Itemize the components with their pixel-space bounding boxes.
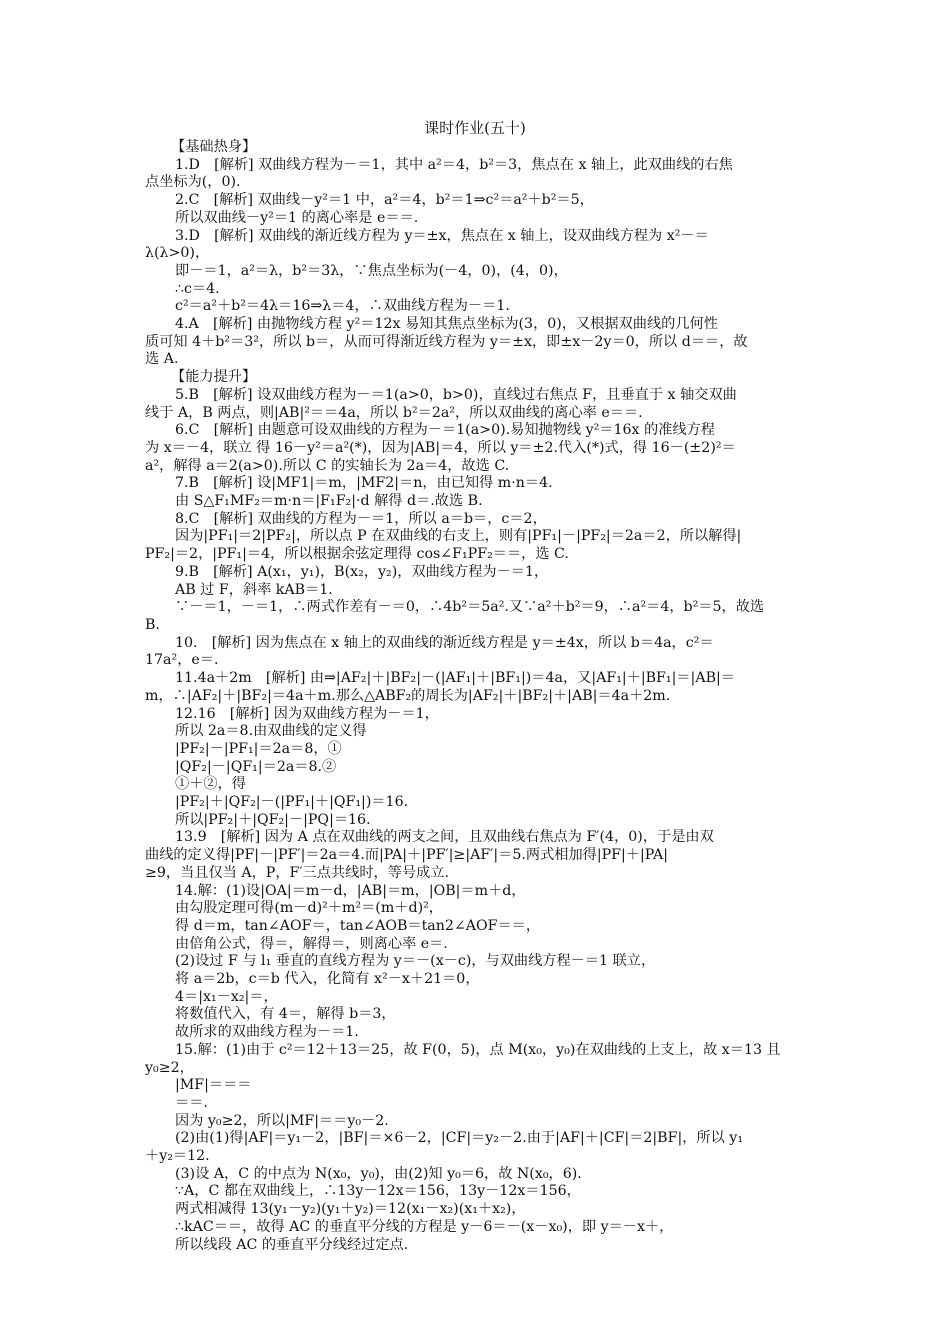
text-line: 所以线段 AC 的垂直平分线经过定点. (175, 1236, 409, 1253)
text-line: m，∴|AF₂|＋|BF₂|＝4a＋m.那么△ABF₂的周长为|AF₂|＋|BF₂|＋|AB|＝4a＋2m. (145, 687, 671, 704)
text-line: |MF|＝＝＝ (175, 1077, 252, 1094)
text-line: 所以 2a＝8.由双曲线的定义得 (175, 723, 367, 740)
text-line: (2)设过 F 与 l₁ 垂直的直线方程为 y＝－(x－c)，与双曲线方程－＝1 联立， (175, 953, 656, 970)
text-line: 12.16 [解析] 因为双曲线方程为－＝1， (175, 705, 439, 722)
text-line: (3)设 A，C 的中点为 N(x₀，y₀)，由(2)知 y₀＝6，故 N(x₀，6). (175, 1165, 582, 1182)
text-line: c²＝a²＋b²＝4λ＝16⇒λ＝4，∴双曲线方程为－＝1. (175, 298, 510, 315)
text-line: 因为|PF₁|＝2|PF₂|，所以点 P 在双曲线的右支上，则有|PF₁|－|PF₂|＝2a＝2，所以解得| (175, 528, 742, 545)
text-line: 将数值代入，有 4＝，解得 b＝3， (175, 1006, 396, 1023)
text-line: 将 a＝2b，c＝b 代入，化简有 x²－x＋21＝0， (175, 971, 480, 988)
text-line: |QF₂|－|QF₁|＝2a＝8.② (175, 758, 337, 775)
text-line: y₀≥2， (145, 1059, 194, 1076)
text-line: 【基础热身】 (171, 139, 257, 155)
text-line: λ(λ>0)， (145, 245, 210, 262)
text-line: 即－＝1，a²＝λ，b²＝3λ，∵焦点坐标为(－4，0)，(4，0)， (175, 262, 568, 279)
text-line: 9.B [解析] A(x₁，y₁)，B(x₂，y₂)，双曲线方程为－＝1， (175, 563, 549, 580)
text-line: B. (145, 616, 160, 633)
text-line: |PF₂|－|PF₁|＝2a＝8，① (175, 740, 342, 757)
text-line: ∴c＝4. (175, 280, 220, 297)
text-line: 由 S△F₁MF₂＝m·n＝|F₁F₂|·d 解得 d＝.故选 B. (175, 493, 483, 510)
text-line: 因为 y₀≥2，所以|MF|＝＝y₀－2. (175, 1112, 389, 1129)
text-line: AB 过 F，斜率 kAB＝1. (175, 581, 333, 598)
text-line: 1.D [解析] 双曲线方程为－＝1，其中 a²＝4，b²＝3，焦点在 x 轴上，此双曲线的右焦 (175, 156, 733, 173)
text-line: 2.C [解析] 双曲线－y²＝1 中，a²＝4，b²＝1⇒c²＝a²＋b²＝5， (175, 192, 594, 209)
text-line: 由倍角公式，得＝，解得＝，则离心率 e＝. (175, 935, 448, 952)
text-line: 为 x＝－4，联立 得 16－y²＝a²(*)，因为|AB|＝4，所以 y＝±2.代入(*)式，得 16－(±2)²＝ (145, 439, 736, 456)
text-line: 8.C [解析] 双曲线的方程为－＝1，所以 a＝b＝，c＝2， (175, 510, 547, 527)
text-line: ＋y₂＝12. (145, 1148, 210, 1165)
text-line: 11.4a＋2m [解析] 由⇒|AF₂|＋|BF₂|－(|AF₁|＋|BF₁|)＝4a，又|AF₁|＋|BF₁|＝|AB|＝ (175, 670, 735, 687)
text-line: 点坐标为(，0). (145, 174, 241, 191)
text-line: 7.B [解析] 设|MF1|＝m，|MF2|＝n，由已知得 m·n＝4. (175, 475, 553, 492)
text-line: |PF₂|＋|QF₂|－(|PF₁|＋|QF₁|)＝16. (175, 794, 409, 811)
text-line: ∴kAC＝＝，故得 AC 的垂直平分线的方程是 y－6＝－(x－x₀)，即 y＝－x＋， (175, 1218, 674, 1235)
text-line: ∵－＝1，－＝1，∴两式作差有－＝0，∴4b²＝5a².又∵a²＋b²＝9，∴a²＝4，b²＝5，故选 (175, 599, 765, 616)
text-line: ＝＝. (175, 1094, 208, 1111)
text-line: ∵A，C 都在双曲线上，∴13y－12x＝156，13y－12x＝156， (175, 1183, 581, 1200)
text-line: 质可知 4＋b²＝3²，所以 b＝，从而可得渐近线方程为 y＝±x，即±x－2y＝0，所以 d＝＝，故 (145, 333, 748, 350)
text-line: 由勾股定理可得(m－d)²＋m²＝(m＋d)²， (175, 900, 443, 917)
text-line: PF₂|＝2，|PF₁|＝4，所以根据余弦定理得 cos∠F₁PF₂＝＝，选 C. (145, 546, 569, 563)
text-line: 【能力提升】 (171, 369, 257, 386)
text-line: 故所求的双曲线方程为－＝1. (175, 1024, 359, 1041)
text-line: 14.解：(1)设|OA|＝m－d，|AB|＝m，|OB|＝m＋d， (175, 882, 526, 899)
text-line: 4＝|x₁－x₂|＝， (175, 988, 278, 1005)
text-line: 曲线的定义得|PF|－|PF′|＝2a＝4.而|PA|＋|PF′|≥|AF′|＝5.两式相加得|PF|＋|PA| (145, 847, 669, 864)
text-line: 17a²，e＝. (145, 652, 219, 669)
text-line: 5.B [解析] 设双曲线方程为－＝1(a>0，b>0)，直线过右焦点 F，且垂直于 x 轴交双曲 (175, 386, 737, 403)
text-line: (2)由(1)得|AF|＝y₁－2，|BF|＝×6－2，|CF|＝y₂－2.由于|AF|＋|CF|＝2|BF|，所以 y₁ (175, 1130, 744, 1147)
text-line: 两式相减得 13(y₁－y₂)(y₁＋y₂)＝12(x₁－x₂)(x₁＋x₂)， (175, 1201, 526, 1218)
text-line: 3.D [解析] 双曲线的渐近线方程为 y＝±x，焦点在 x 轴上，设双曲线方程为 x²－＝ (175, 227, 709, 244)
text-line: 10. [解析] 因为焦点在 x 轴上的双曲线的渐近线方程是 y＝±4x，所以 b＝4a，c²＝ (175, 634, 714, 651)
text-line: 选 A. (145, 351, 179, 368)
text-line: 所以|PF₂|＋|QF₂|－|PQ|＝16. (175, 811, 371, 828)
text-line: 4.A [解析] 由抛物线方程 y²＝12x 易知其焦点坐标为(3，0)，又根据双曲线的几何性 (175, 316, 718, 333)
page-title: 课时作业(五十) (424, 119, 526, 137)
text-line: 13.9 [解析] 因为 A 点在双曲线的两支之间，且双曲线右焦点为 F′(4，0)，于是由双 (175, 829, 714, 846)
text-line: ①＋②，得 (175, 776, 246, 793)
text-line: 得 d＝m，tan∠AOF＝，tan∠AOB＝tan2∠AOF＝＝， (175, 917, 541, 934)
text-line: 线于 A，B 两点，则|AB|²＝＝4a，所以 b²＝2a²，所以双曲线的离心率 e＝＝. (145, 404, 643, 421)
text-line: 6.C [解析] 由题意可设双曲线的方程为－＝1(a>0).易知抛物线 y²＝16x 的准线方程 (175, 422, 715, 439)
text-line: ≥9，当且仅当 A，P，F′三点共线时，等号成立. (145, 864, 449, 881)
text-line: 15.解：(1)由于 c²＝12＋13＝25，故 F(0，5)，点 M(x₀，y₀)在双曲线的上支上，故 x＝13 且 (175, 1041, 781, 1058)
answer-body (145, 139, 805, 1254)
text-line: a²，解得 a＝2(a>0).所以 C 的实轴长为 2a＝4，故选 C. (145, 457, 510, 474)
text-line: 所以双曲线－y²＝1 的离心率是 e＝＝. (175, 209, 419, 226)
